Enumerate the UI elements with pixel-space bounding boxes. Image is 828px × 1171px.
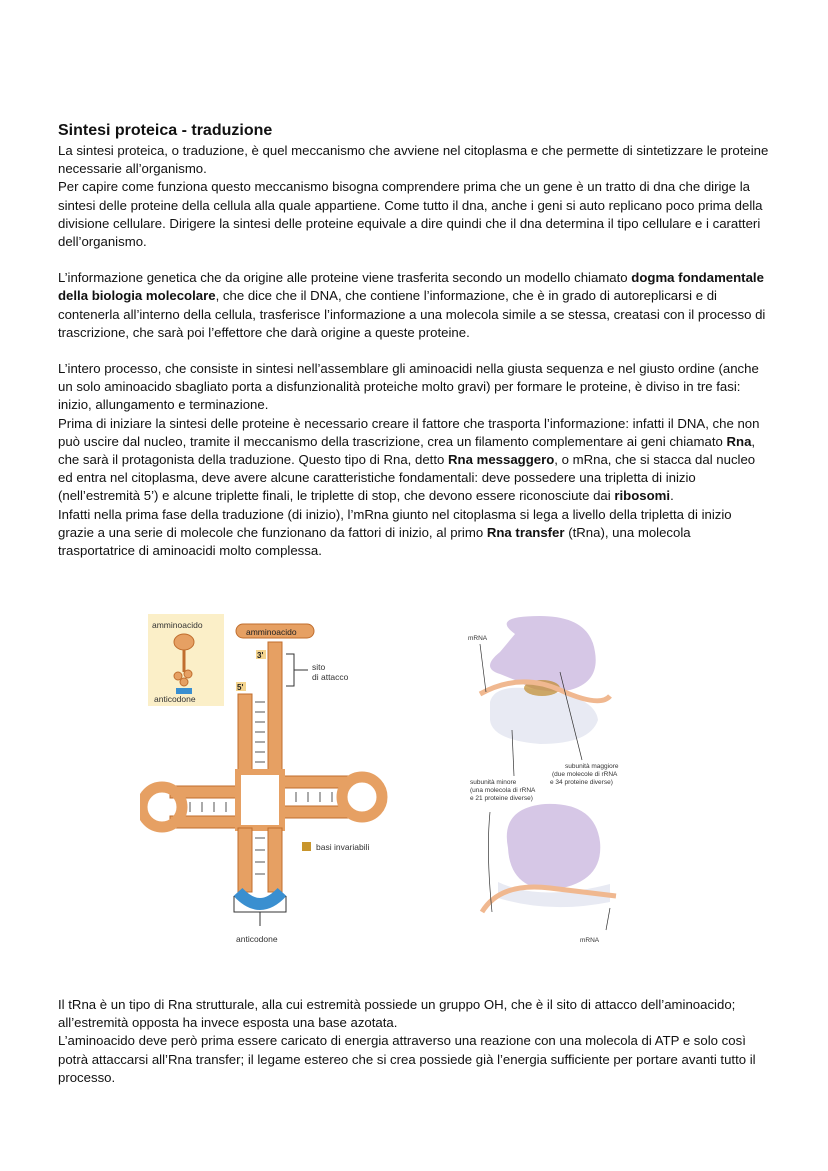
anticodon-loop (238, 892, 282, 904)
bold-term: Rna transfer (486, 524, 565, 540)
paragraph-5 (58, 415, 770, 506)
site-bracket (286, 654, 294, 686)
bottom-pointer (488, 812, 492, 912)
d-arm-pairs (190, 802, 226, 812)
paragraph-6 (58, 506, 770, 561)
inset-amminoacido-label: amminoacido (152, 620, 203, 630)
minor-label-3: e 21 proteine diverse) (470, 795, 533, 802)
bold-term: Rna messaggero (448, 452, 555, 468)
text-run: . (670, 488, 674, 504)
trna-hub (238, 772, 282, 828)
ribosome-figure (468, 616, 619, 944)
inset-loop-icon (184, 670, 192, 678)
text-run: (tRna), una molecola trasportatrice di aminoacidi molto complessa. (58, 524, 691, 559)
aminoacid-label: amminoacido (246, 627, 297, 637)
legend-label: basi invariabili (316, 842, 370, 852)
paragraph-7: Il tRna è un tipo di Rna strutturale, alla cui estremità possiede un gruppo OH, che è il sito di attacco dell’aminoacido; all’estremità opposta ha invece esposta una base azotata. (58, 997, 736, 1031)
t-loop (342, 777, 382, 817)
major-label-2: (due molecole di rRNA (552, 771, 618, 778)
text-run: , che sarà il protagonista della traduzione. Questo tipo di Rna, detto (58, 433, 756, 468)
paragraph-8: L’aminoacido deve però prima essere caricato di energia attraverso una reazione con una molecola di ATP e solo così potrà attaccarsi all’Rna transfer; il legame estereo che si crea possiede già l’energia sufficiente per portare avanti tutto il processo. (58, 1033, 756, 1085)
acceptor-pairs (255, 702, 265, 762)
mrna-top-pointer (480, 644, 486, 692)
document-title: Sintesi proteica - traduzione (58, 122, 273, 139)
end5-label: 5' (237, 683, 244, 692)
paragraph-1: La sintesi proteica, o traduzione, è quel meccanismo che avviene nel citoplasma e che permette di sintetizzare le proteine necessarie all’organismo. (58, 143, 769, 177)
inset-loop-icon (174, 672, 182, 680)
anticodon-pairs (255, 838, 265, 874)
legend-swatch (302, 842, 311, 851)
text-run: , che dice che il DNA, che contiene l’informazione, che è in grado di autoreplicarsi e di contenerla all’interno della cellula, trasferisce l’informazione a una molecola simile a se stessa, creatasi con il processo di trascrizione, che sarà poi l’effettore che darà origine a queste proteine. (58, 288, 766, 340)
inset-anticodone-label: anticodone (154, 694, 196, 704)
anticodon-label: anticodone (236, 934, 278, 944)
text-run: L’informazione genetica che da origine alle proteine viene trasferita secondo un modello chiamato (58, 270, 632, 286)
mrna-top-label: mRNA (468, 635, 488, 642)
paragraph-2: Per capire come funziona questo meccanismo bisogna comprendere prima che un gene è un tratto di dna che dirige la sintesi delle proteine della cellula alla quale appartiene. Come tutto il dna, anche i geni si auto replicano poco prima della divisione cellulare. Dirigere la sintesi delle proteine equivale a dire quindi che il dna determina il tipo cellulare e i caratteri dell’organismo. (58, 179, 763, 250)
site-label-1: sito (312, 662, 326, 672)
document-body-continued (58, 996, 770, 1087)
minor-label-2: (una molecola di rRNA (470, 787, 536, 794)
text-run: Prima di iniziare la sintesi delle proteine è necessario creare il fattore che trasporta l’informazione: infatti il DNA, che non può uscire dal nucleo, tramite il meccanismo della trascrizione, crea un filamento complementare ai geni chiamato (58, 415, 760, 449)
document-body (58, 120, 770, 560)
acceptor-stem-right (268, 642, 282, 772)
text-run: , o mRna, che si stacca dal nucleo ed entra nel citoplasma, deve avere alcune caratteristiche fondamentali: deve possedere una tripletta di inizio (nell’estremità 5’) e alcune triplette finali, le triplette di stop, che devono essere riconosciute dai (58, 452, 756, 504)
mrna-bottom-pointer (606, 908, 610, 930)
paragraph-4: L’intero processo, che consiste in sintesi nell’assemblare gli aminoacidi nella giusta sequenza e nel giusto ordine (anche un solo aminoacido sbagliato porta a disfunzionalità proteiche molto gravi) per formare le proteine, è diviso in tre fasi: inizio, allungamento e terminazione. (58, 361, 759, 413)
end3-label: 3' (257, 651, 264, 660)
inset-loop-icon (180, 678, 188, 686)
mrna-bottom-label: mRNA (580, 937, 600, 944)
anticodon-stem-left (238, 828, 252, 892)
t-arm-pairs (296, 792, 332, 802)
text-run: Infatti nella prima fase della traduzione (di inizio), l’mRna giunto nel citoplasma si lega a livello della tripletta di inizio grazie a una serie di molecole che funzionano da fattori di inizio, al primo (58, 506, 732, 540)
minor-label-1: subunità minore (470, 779, 517, 786)
bold-term: ribosomi (614, 488, 671, 504)
d-loop (142, 787, 182, 827)
anticodon-stem-right (268, 828, 282, 892)
acceptor-stem-left (238, 694, 252, 772)
paragraph-3 (58, 269, 770, 342)
trna-figure (142, 614, 382, 944)
bold-term: Rna (726, 433, 752, 449)
major-label-1: subunità maggiore (565, 763, 619, 770)
inset-aminoacid-icon (174, 634, 194, 650)
figure-panel (140, 612, 660, 952)
bold-term: dogma fondamentale della biologia molecolare (58, 270, 764, 304)
major-label-3: e 34 proteine diverse) (550, 779, 613, 786)
large-subunit-bottom (507, 804, 600, 890)
site-label-2: di attacco (312, 672, 349, 682)
